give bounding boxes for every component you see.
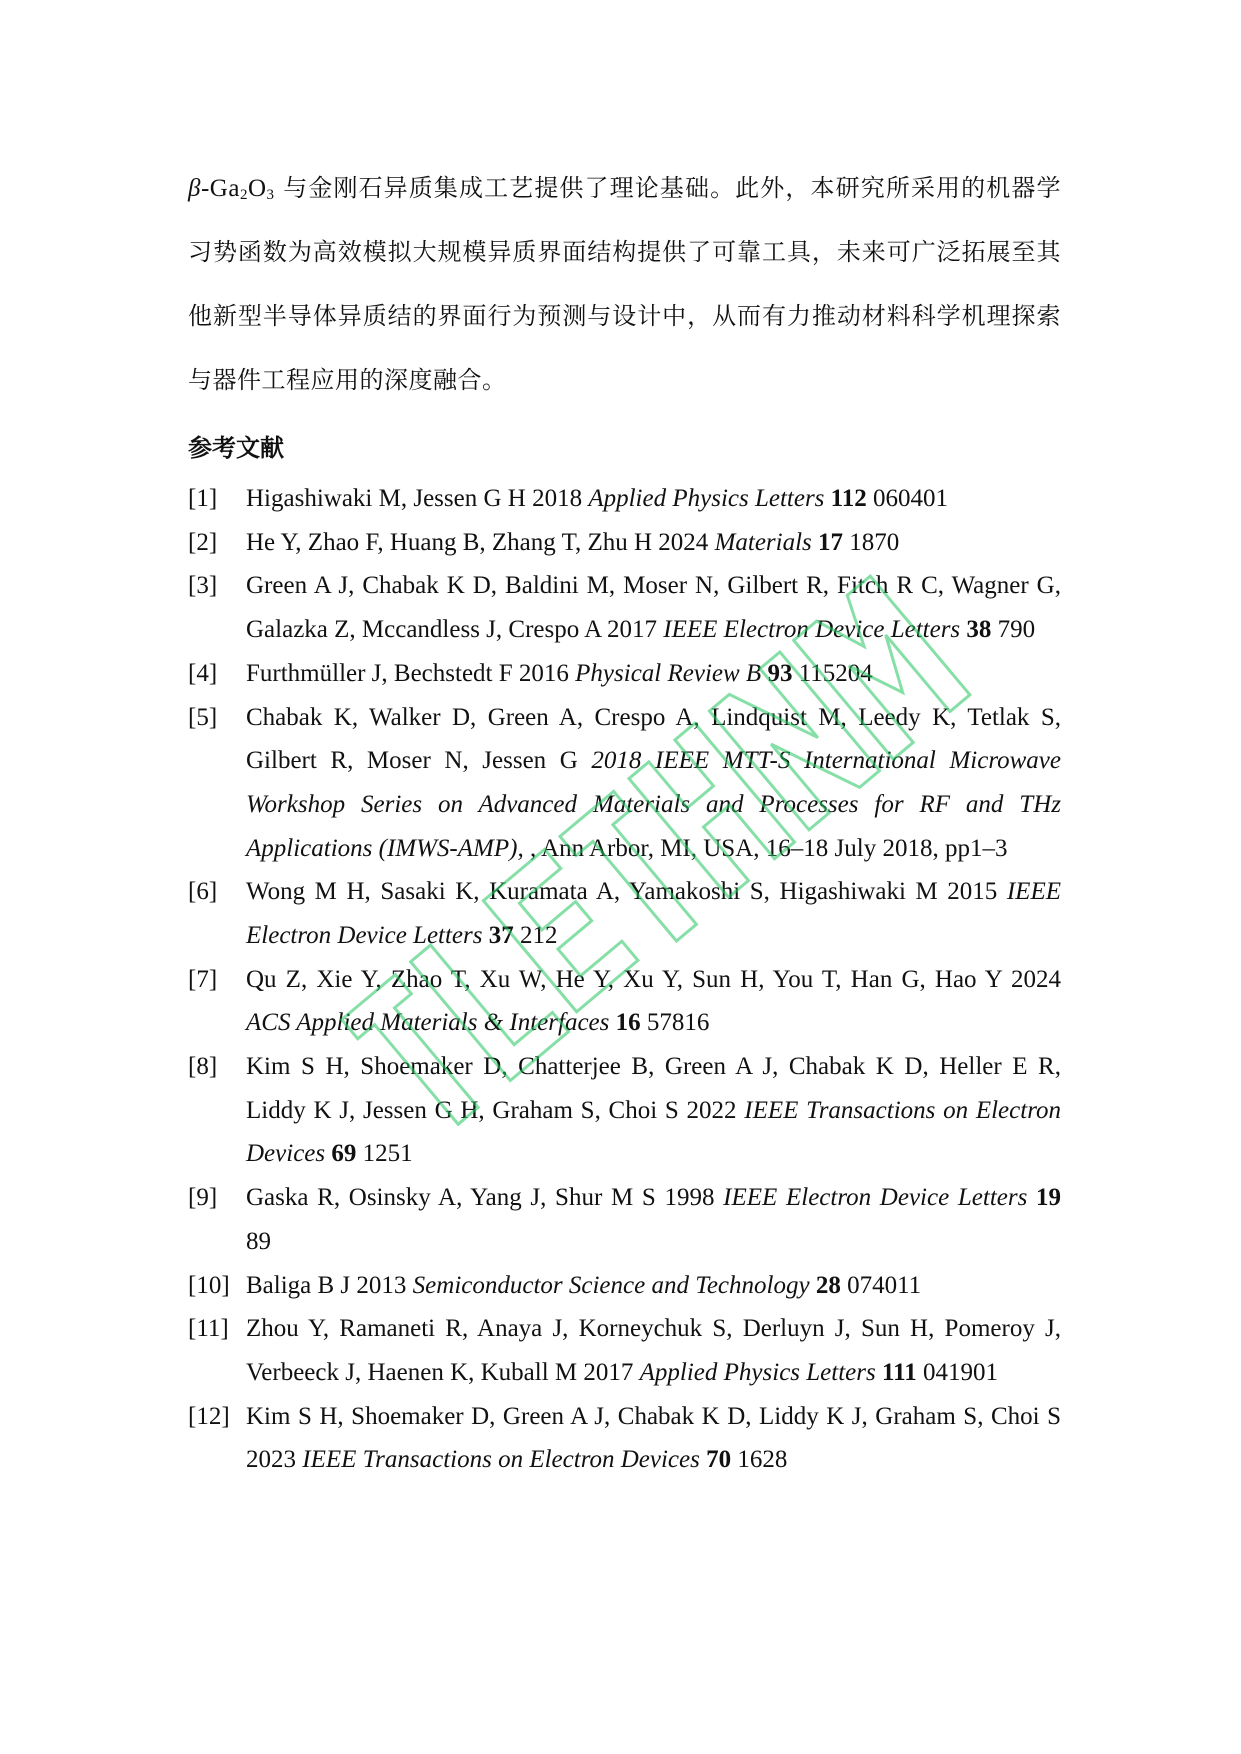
reference-text: , Ann Arbor, MI, USA, 16–18 July 2018, pp1–3 — [523, 834, 1008, 862]
reference-line — [246, 1402, 1061, 1432]
journal-title: IEEE Transactions on Electron Devices — [302, 1446, 700, 1474]
reference-line — [246, 484, 1061, 514]
reference-number: [10] — [188, 1271, 230, 1299]
reference-number: [1] — [188, 485, 218, 512]
reference-number: [9] — [188, 1184, 218, 1212]
volume-number: 70 — [706, 1446, 732, 1474]
volume-number: 16 — [615, 1009, 641, 1037]
reference-line — [246, 877, 1061, 907]
reference-text: Chabak K, Walker D, Green A, Crespo A, Lindquist M, Leedy K, Tetlak S, — [246, 703, 1061, 731]
reference-text: 1628 — [731, 1446, 788, 1474]
reference-line — [246, 1052, 1061, 1082]
reference-text: Gilbert R, Moser N, Jessen G — [246, 747, 592, 775]
volume-number: 38 — [966, 616, 992, 644]
journal-title: Applied Physics Letters — [639, 1358, 876, 1386]
reference-line — [246, 1445, 1061, 1475]
journal-title: IEEE Electron Device Letters — [723, 1184, 1028, 1212]
beta-symbol: β — [188, 175, 201, 202]
volume-number: 19 — [1036, 1184, 1062, 1212]
intro-line-1: $\beta-Ga_2O_3$ 与金刚石异质集成工艺提供了理论基础。此外，本研究所采用的机器学 — [188, 174, 1061, 203]
reference-line — [246, 1183, 1061, 1213]
reference-text: 115204 — [792, 659, 873, 687]
intro-line-3: 他新型半导体异质结的界面行为预测与设计中，从而有力推动材料科学机理探索 — [188, 302, 1061, 330]
reference-text: Furthmüller J, Bechstedt F 2016 — [246, 659, 576, 687]
chem-formula: $-Ga_2O_3$ — [200, 175, 275, 203]
journal-title: IEEE Electron Device Letters — [663, 616, 961, 644]
reference-text: 790 — [991, 616, 1036, 644]
journal-title: Physical Review B — [575, 659, 762, 687]
reference-text: Liddy K J, Jessen G H, Graham S, Choi S 2022 — [246, 1096, 745, 1124]
reference-number: [8] — [188, 1053, 218, 1081]
reference-line — [246, 834, 1061, 864]
reference-number: [7] — [188, 965, 218, 993]
reference-number: [3] — [188, 572, 218, 600]
reference-line — [246, 703, 1061, 733]
journal-title: Applications (IMWS-AMP), — [246, 834, 524, 862]
reference-number: [2] — [188, 528, 218, 556]
volume-number: 69 — [331, 1140, 357, 1168]
reference-text: Higashiwaki M, Jessen G H 2018 — [246, 485, 589, 512]
reference-line — [246, 1227, 1061, 1257]
journal-title: Materials — [714, 528, 812, 556]
reference-line — [246, 659, 1061, 689]
reference-number: [6] — [188, 878, 218, 906]
reference-line — [246, 615, 1061, 645]
intro-line-4: 与器件工程应用的深度融合。 — [188, 366, 507, 394]
reference-text: Baliga B J 2013 — [246, 1271, 413, 1299]
journal-title: Devices — [246, 1140, 326, 1168]
reference-text: He Y, Zhao F, Huang B, Zhang T, Zhu H 2024 — [246, 528, 715, 556]
journal-title: Workshop Series on Advanced Materials and Processes for RF and THz — [246, 790, 1061, 818]
reference-number: [12] — [188, 1402, 230, 1430]
journal-title: 2018 IEEE MTT-S International Microwave — [591, 747, 1062, 775]
reference-text: Zhou Y, Ramaneti R, Anaya J, Korneychuk S, Derluyn J, Sun H, Pomeroy J, — [246, 1315, 1061, 1343]
volume-number: 93 — [767, 659, 793, 687]
volume-number: 112 — [830, 485, 867, 512]
reference-text: Green A J, Chabak K D, Baldini M, Moser N, Gilbert R, Fitch R C, Wagner G, — [246, 572, 1061, 600]
reference-text: 89 — [246, 1227, 271, 1255]
volume-number: 28 — [815, 1271, 841, 1299]
reference-text: 57816 — [640, 1009, 710, 1037]
reference-text: Qu Z, Xie Y, Zhao T, Xu W, He Y, Xu Y, Sun H, You T, Han G, Hao Y 2024 — [246, 965, 1061, 993]
journal-title: Electron Device Letters — [246, 921, 483, 949]
reference-text: 1251 — [356, 1140, 413, 1168]
reference-text: 074011 — [840, 1271, 922, 1299]
journal-title: Semiconductor Science and Technology — [412, 1271, 810, 1299]
reference-text: 1870 — [843, 528, 900, 556]
reference-text — [1027, 1184, 1036, 1211]
reference-line — [246, 1096, 1061, 1126]
references-heading: 参考文献 — [188, 434, 284, 462]
reference-text: Kim S H, Shoemaker D, Green A J, Chabak K D, Liddy K J, Graham S, Choi S — [246, 1402, 1061, 1430]
volume-number: 37 — [488, 921, 514, 949]
reference-text: Kim S H, Shoemaker D, Chatterjee B, Green A J, Chabak K D, Heller E R, — [246, 1053, 1061, 1081]
reference-text: Verbeeck J, Haenen K, Kuball M 2017 — [246, 1358, 640, 1386]
journal-title: ACS Applied Materials & Interfaces — [246, 1009, 610, 1037]
intro-line-2: 习势函数为高效模拟大规模异质界面结构提供了可靠工具，未来可广泛拓展至其 — [188, 238, 1061, 266]
reference-text: 041901 — [916, 1358, 998, 1386]
reference-number: [4] — [188, 659, 218, 687]
reference-line — [246, 571, 1061, 601]
reference-number: [5] — [188, 703, 218, 731]
reference-line — [246, 1271, 1061, 1301]
reference-text: Wong M H, Sasaki K, Kuramata A, Yamakoshi S, Higashiwaki M 2015 — [246, 878, 1007, 906]
reference-text: 060401 — [866, 485, 949, 512]
reference-line — [246, 1314, 1061, 1344]
reference-text: Galazka Z, Mccandless J, Crespo A 2017 — [246, 616, 664, 644]
journal-title: Applied Physics Letters — [588, 485, 825, 512]
reference-text: 2023 — [246, 1446, 303, 1474]
reference-line — [246, 746, 1061, 776]
reference-text: Gaska R, Osinsky A, Yang J, Shur M S 1998 — [246, 1184, 724, 1212]
reference-line — [246, 921, 1061, 951]
volume-number: 111 — [881, 1358, 917, 1386]
reference-line — [246, 1358, 1061, 1388]
reference-line — [246, 1008, 1061, 1038]
volume-number: 17 — [818, 528, 844, 556]
reference-line — [246, 1139, 1061, 1169]
journal-title: IEEE Transactions on Electron — [744, 1096, 1062, 1124]
reference-number: [11] — [188, 1315, 229, 1343]
reference-line — [246, 528, 1061, 558]
reference-line — [246, 790, 1061, 820]
reference-text: 212 — [513, 921, 558, 949]
reference-line — [246, 965, 1061, 995]
journal-title: IEEE — [1006, 878, 1061, 906]
